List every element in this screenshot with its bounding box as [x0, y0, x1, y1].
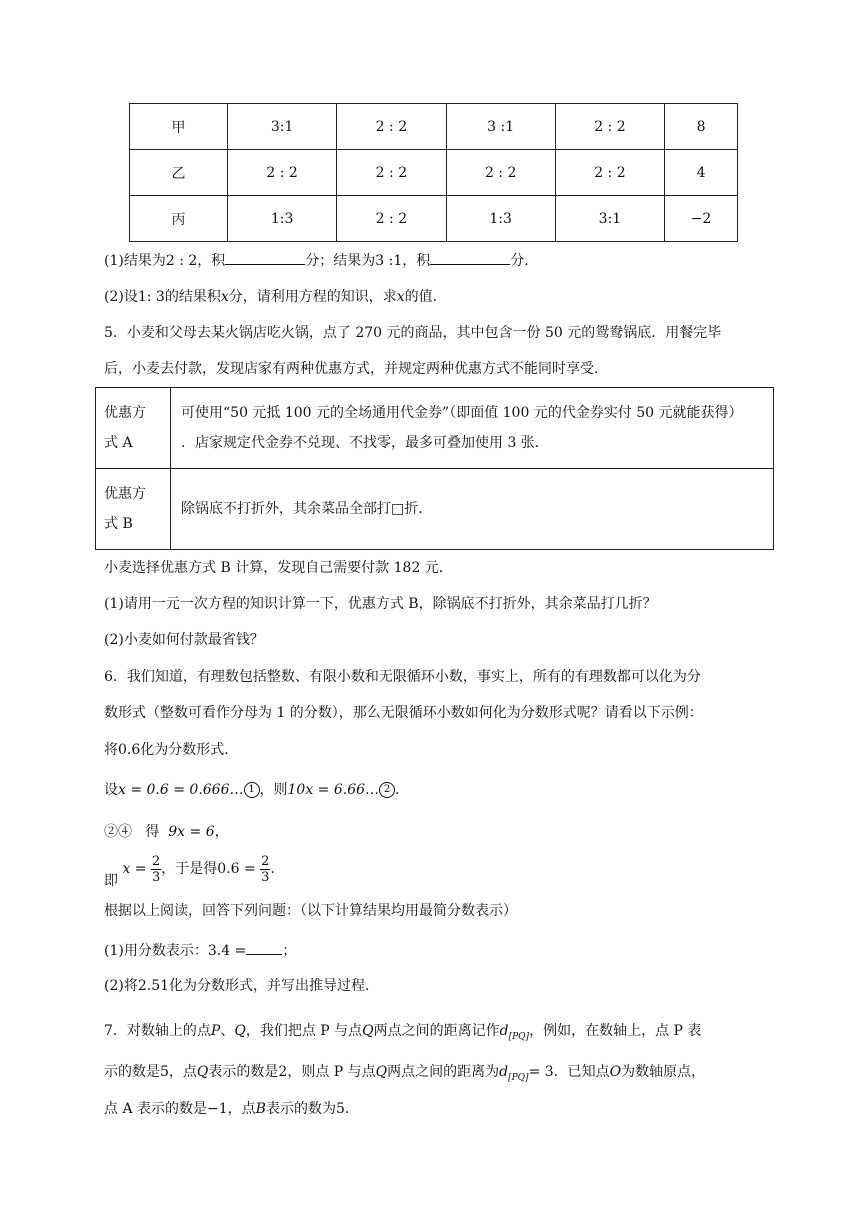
- match-result-cell: 1:3: [446, 196, 555, 242]
- fraction-two-thirds: [151, 854, 161, 885]
- q7-l1-text-a: 7．对数轴上的点: [104, 1023, 211, 1039]
- fraction-denominator-2: 3: [261, 869, 270, 885]
- q7-l2-text-c: 表示的数是: [208, 1064, 279, 1080]
- q7-point-q-4: Q: [375, 1064, 388, 1080]
- coupon-a-key: [96, 388, 171, 469]
- q6-repeating-decimal: 0.6: [118, 742, 141, 758]
- score-table: [129, 103, 738, 242]
- q7-l2-text-d: ，则点 P 与点: [287, 1064, 376, 1080]
- q7-distance-subscript: [PQ]: [508, 1031, 530, 1042]
- team-name-cell: 丙: [130, 196, 228, 242]
- q6-x-equals: x =: [122, 861, 147, 877]
- q5-intro-1: 5．小麦和父母去某火锅店吃火锅，点了 270 元的商品，其中包含一份 50 元的鸳鸯锅底．用餐完毕: [104, 325, 722, 341]
- q6-example-text-a: 将: [104, 742, 118, 758]
- q4-p1-text-d: ，积: [402, 253, 431, 269]
- q7-l1-text-d: ，例如，在数轴上，点 P 表: [529, 1023, 702, 1039]
- q6-ji-text: 即: [104, 873, 118, 889]
- coupon-a-key-line2: 式 A: [104, 435, 133, 451]
- match-result-cell: 3:1: [555, 196, 664, 242]
- team-name-cell: 甲: [130, 104, 228, 150]
- q7-value-neg1: −1: [207, 1101, 228, 1117]
- coupon-row-b: [96, 469, 774, 550]
- q7-distance-symbol: d: [499, 1023, 509, 1039]
- score-row: [130, 104, 738, 150]
- q6-q1-end: ；: [282, 943, 297, 959]
- fraction-numerator: 2: [151, 853, 161, 869]
- match-result-cell: 2 : 2: [337, 196, 446, 242]
- q7-distance-value: = 3: [528, 1064, 554, 1080]
- q6-read-line: 根据以上阅读，回答下列问题：（以下计算结果均用最简分数表示）: [104, 903, 517, 919]
- q5-intro-2: 后，小麦去付款，发现店家有两种优惠方式，并规定两种优惠方式不能同时享受．: [104, 361, 608, 377]
- coupon-a-value-line2: ．店家规定代金券不兑现、不找零，最多可叠加使用 3 张．: [181, 435, 549, 451]
- q6-result-decimal: 0.6: [217, 861, 240, 877]
- q6-result-line: [104, 852, 285, 889]
- match-result-cell: 3 :1: [446, 104, 555, 150]
- score-table-body: [130, 104, 738, 242]
- match-result-cell: 2 : 2: [446, 150, 555, 196]
- q4-p1-text-b: ，积: [197, 253, 226, 269]
- q7-separator: 、: [220, 1023, 235, 1039]
- q4-var-x: x: [220, 289, 229, 305]
- circled-one-marker: 1: [244, 782, 260, 798]
- q6-example-text-b: 化为分数形式．: [140, 742, 239, 758]
- q6-subtract-text: 得: [145, 824, 160, 840]
- q6-set-text-b: ，则: [259, 782, 288, 798]
- team-name-cell: 乙: [130, 150, 228, 196]
- q7-l2-text-f: ．已知点: [553, 1064, 610, 1080]
- coupon-a-value-line1: 可使用“50 元抵 100 元的全场通用代金券”（即面值 100 元的代金券实付 50 元就能获得）: [181, 405, 743, 421]
- q6-q2-text-b: 化为分数形式，并写出推导过程．: [169, 978, 380, 994]
- match-result-cell: 2 : 2: [555, 104, 664, 150]
- q4-part1: [104, 250, 529, 271]
- q4-p2-text-c: 分，请利用方程的知识，求: [228, 289, 397, 305]
- q7-l3-text-a: 点 A 表示的数是: [104, 1101, 208, 1117]
- coupon-b-key-line2: 式 B: [104, 516, 133, 532]
- total-score-cell: 4: [665, 150, 738, 196]
- coupon-b-key: [96, 469, 171, 550]
- q5-after: 小麦选择优惠方式 B 计算，发现自己需要付款 182 元．: [104, 560, 453, 576]
- q5-question-2: (2)小麦如何付款最省钱？: [104, 632, 264, 648]
- fraction-denominator: 3: [151, 869, 161, 885]
- q7-l1-text-b: ，我们把点 P 与点: [245, 1023, 363, 1039]
- q7-point-q: Q: [234, 1023, 246, 1039]
- q6-result-text: ，于是得: [161, 861, 218, 877]
- q4-p1-text-e: 分.: [510, 253, 529, 269]
- q6-equation-3: 9x = 6: [168, 824, 215, 840]
- q7-distance-symbol-2: d: [499, 1064, 509, 1080]
- q6-equation-1: x = 0.6 = 0.666…: [118, 782, 244, 798]
- q6-question-2: [104, 976, 379, 996]
- q7-l1-text-c: 两点之间的距离记作: [373, 1023, 500, 1039]
- q6-set-text-a: 设: [104, 782, 118, 798]
- score-row: [130, 150, 738, 196]
- total-score-cell: 8: [665, 104, 738, 150]
- q4-part2: [104, 287, 437, 307]
- q7-value-5: 5: [160, 1064, 169, 1080]
- q7-l3-text-c: 表示的数为: [265, 1101, 336, 1117]
- q4-p1-text-c: 分；结果为: [305, 253, 376, 269]
- q6-intro-2: 数形式（整数可看作分母为 1 的分数），那么无限循环小数如何化为分数形式呢？请看以下示例：: [104, 705, 703, 721]
- answer-blank-2[interactable]: [430, 250, 510, 265]
- q4-p2-ratio: 1: 3: [137, 289, 165, 305]
- q6-set-line: 设x = 0.6 = 0.666… 1 ，则10x = 6.66… 2 .: [104, 782, 400, 798]
- q7-point-o: O: [609, 1064, 622, 1080]
- q4-ratio-1: 2 : 2: [165, 253, 198, 269]
- q7-line-3: [104, 1099, 359, 1119]
- q4-p1-text-a: (1)结果为: [104, 253, 166, 269]
- coupon-b-key-line1: 优惠方: [104, 486, 146, 502]
- q5-question-1: (1)请用一元一次方程的知识计算一下，优惠方式 B，除锅底不打折外，其余菜品打几折？: [104, 596, 657, 612]
- q7-line-2: [104, 1062, 705, 1088]
- q7-l3-text-d: ．: [344, 1101, 359, 1117]
- q7-point-b: B: [255, 1101, 266, 1117]
- match-result-cell: 2 : 2: [555, 150, 664, 196]
- answer-blank-3[interactable]: [246, 940, 282, 955]
- q7-l3-text-b: ，点: [227, 1101, 256, 1117]
- q6-example: [104, 740, 238, 760]
- coupon-a-value: [171, 388, 774, 469]
- q4-p2-text-b: 的结果积: [164, 289, 221, 305]
- q7-line-1: [104, 1021, 701, 1047]
- q6-intro-1: 6．我们知道，有理数包括整数、有限小数和无限循环小数，事实上，所有的有理数都可以化为分: [104, 669, 701, 685]
- q7-l2-text-a: 示的数是: [104, 1064, 160, 1080]
- q6-q1-text: (1)用分数表示：: [104, 943, 208, 959]
- fraction-two-thirds-2: [260, 854, 270, 885]
- q6-subtract-marker: ②④: [104, 824, 132, 840]
- total-score-cell: −2: [665, 196, 738, 242]
- q6-question-1: [104, 940, 296, 961]
- q6-result-end: ．: [270, 861, 285, 877]
- q7-l2-text-g: 为数轴原点，: [621, 1064, 706, 1080]
- q7-point-p: P: [210, 1023, 221, 1039]
- coupon-table: [95, 387, 774, 550]
- q6-q2-decimal: 2.51: [137, 978, 170, 994]
- score-row: [130, 196, 738, 242]
- q4-var-x-2: x: [396, 289, 405, 305]
- q7-point-q-3: Q: [196, 1064, 209, 1080]
- q7-l2-text-b: ，点: [168, 1064, 197, 1080]
- q7-value-2: 2: [278, 1064, 288, 1080]
- q7-l2-text-e: 两点之间的距离为: [387, 1064, 500, 1080]
- coupon-row-a: [96, 388, 774, 469]
- coupon-b-value: 除锅底不打折外，其余菜品全部打□折．: [171, 469, 774, 550]
- q7-value-5-b: 5: [335, 1101, 345, 1117]
- fraction-numerator-2: 2: [261, 853, 270, 869]
- answer-blank-1[interactable]: [225, 250, 305, 265]
- match-result-cell: 2 : 2: [337, 104, 446, 150]
- q6-q2-text-a: (2)将: [104, 978, 138, 994]
- q7-distance-subscript-2: [PQ]: [508, 1072, 529, 1083]
- q6-equation-2: 10x = 6.66…: [287, 782, 380, 798]
- circled-two-marker: 2: [379, 782, 395, 798]
- match-result-cell: 2 : 2: [228, 150, 337, 196]
- match-result-cell: 2 : 2: [337, 150, 446, 196]
- q4-p2-text-a: (2)设: [104, 289, 138, 305]
- q4-p2-text-d: 的值.: [404, 289, 438, 305]
- match-result-cell: 3:1: [228, 104, 337, 150]
- q6-subtract-comma: ，: [214, 824, 229, 840]
- q6-q1-decimal: 3.4 =: [207, 943, 247, 959]
- match-result-cell: 1:3: [228, 196, 337, 242]
- q7-point-q-2: Q: [362, 1023, 374, 1039]
- q4-ratio-2: 3 :1: [375, 253, 403, 269]
- q6-subtract-line: [104, 822, 229, 842]
- coupon-a-key-line1: 优惠方: [104, 405, 146, 421]
- q6-result-equals: =: [243, 861, 256, 877]
